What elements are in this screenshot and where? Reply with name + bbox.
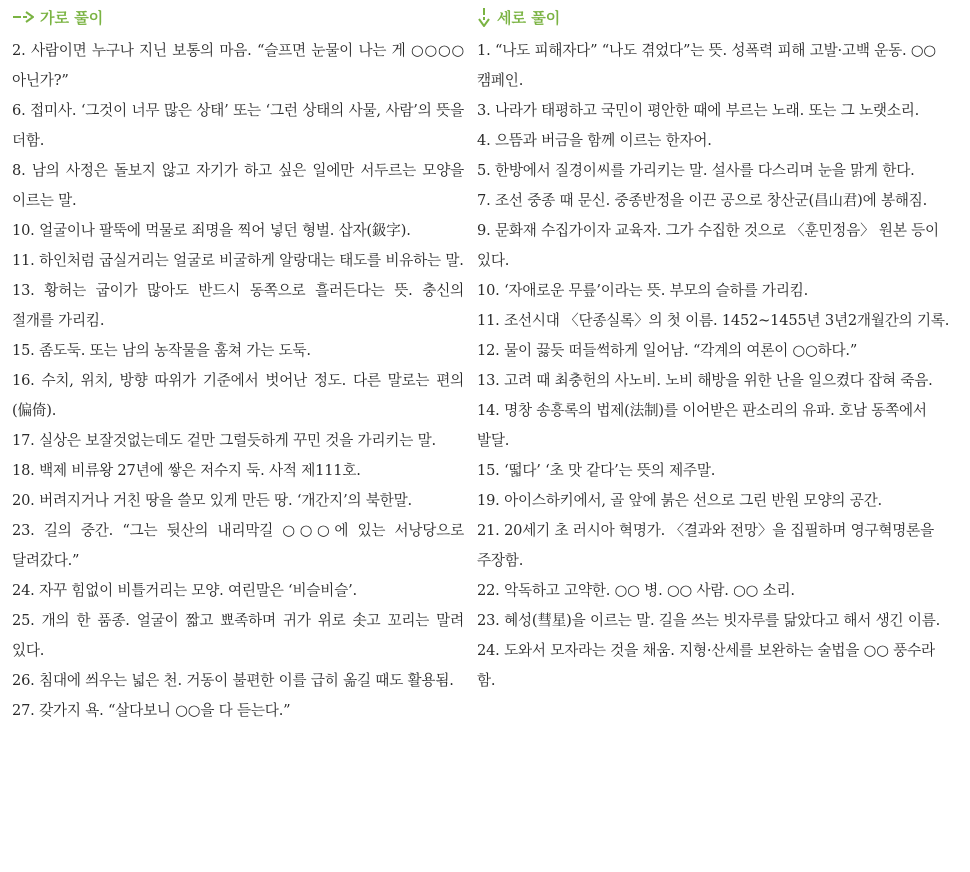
- clue-number: 2.: [12, 42, 26, 59]
- clue-number: 23.: [477, 612, 500, 629]
- clue-text: 물이 끓듯 떠들썩하게 일어남. “각계의 여론이 ○○하다.”: [504, 342, 858, 359]
- clue-number: 1.: [477, 42, 491, 59]
- across-clues-column: [12, 0, 464, 726]
- down-clue: [477, 186, 957, 216]
- clue-text: 침대에 씌우는 넓은 천. 거동이 불편한 이를 급히 옮길 때도 활용됨.: [39, 672, 454, 689]
- clue-text: 조선시대 〈단종실록〉의 첫 이름. 1452~1455년 3년2개월간의 기록.: [504, 312, 950, 329]
- clue-text: 황허는 굽이가 많아도 반드시 동쪽으로 흘러든다는 뜻. 충신의 절개를 가리킴.: [12, 282, 464, 329]
- clue-text: 개의 한 품종. 얼굴이 짧고 뾰족하며 귀가 위로 솟고 꼬리는 말려 있다.: [12, 612, 464, 659]
- clue-text: 나라가 태평하고 국민이 평안한 때에 부르는 노래. 또는 그 노랫소리.: [494, 102, 920, 119]
- clue-number: 23.: [12, 522, 35, 539]
- clue-number: 4.: [477, 132, 491, 149]
- clue-number: 27.: [12, 702, 35, 719]
- clue-number: 14.: [477, 402, 500, 419]
- across-clue: [12, 576, 464, 606]
- across-clue: [12, 426, 464, 456]
- clue-number: 9.: [477, 222, 491, 239]
- clue-number: 10.: [477, 282, 500, 299]
- clue-text: 얼굴이나 팔뚝에 먹물로 죄명을 찍어 넣던 형벌. 삽자(鈒字).: [39, 222, 411, 239]
- clue-number: 13.: [477, 372, 500, 389]
- across-clue-list: [12, 36, 464, 726]
- arrow-right-icon: [12, 10, 34, 24]
- clue-number: 3.: [477, 102, 491, 119]
- down-clue: [477, 606, 957, 636]
- clue-text: 사람이면 누구나 지닌 보통의 마음. “슬프면 눈물이 나는 게 ○○○○ 아닌가?”: [12, 42, 464, 89]
- clue-text: 20세기 초 러시아 혁명가. 〈결과와 전망〉을 집필하며 영구혁명론을 주장함.: [477, 522, 934, 569]
- clue-number: 24.: [12, 582, 35, 599]
- across-clue: [12, 516, 464, 576]
- down-clue: [477, 486, 957, 516]
- clue-number: 8.: [12, 162, 26, 179]
- down-clue: [477, 396, 957, 456]
- clue-number: 5.: [477, 162, 491, 179]
- clue-text: 고려 때 최충헌의 사노비. 노비 해방을 위한 난을 일으켰다 잡혀 죽음.: [504, 372, 933, 389]
- across-clue: [12, 246, 464, 276]
- down-clue: [477, 366, 957, 396]
- clue-number: 19.: [477, 492, 500, 509]
- across-clue: [12, 156, 464, 216]
- down-clue: [477, 306, 957, 336]
- clue-text: 버려지거나 거친 땅을 쓸모 있게 만든 땅. ‘개간지’의 북한말.: [39, 492, 412, 509]
- clue-text: 조선 중종 때 문신. 중종반정을 이끈 공으로 창산군(昌山君)에 봉해짐.: [494, 192, 928, 209]
- clue-number: 16.: [12, 372, 35, 389]
- down-title: 세로 풀이: [497, 8, 561, 27]
- clue-text: 실상은 보잘것없는데도 겉만 그럴듯하게 꾸민 것을 가리키는 말.: [39, 432, 436, 449]
- clue-number: 24.: [477, 642, 500, 659]
- across-clue: [12, 366, 464, 426]
- clue-text: 악독하고 고약한. ○○ 병. ○○ 사람. ○○ 소리.: [504, 582, 795, 599]
- clue-text: ‘떫다’ ‘초 맛 같다’는 뜻의 제주말.: [504, 462, 716, 479]
- clue-number: 11.: [477, 312, 500, 329]
- down-header: [477, 0, 957, 34]
- down-clue: [477, 456, 957, 486]
- clue-text: 아이스하키에서, 골 앞에 붉은 선으로 그린 반원 모양의 공간.: [504, 492, 882, 509]
- across-clue: [12, 96, 464, 156]
- clue-number: 18.: [12, 462, 35, 479]
- clue-text: 한방에서 질경이씨를 가리키는 말. 설사를 다스리며 눈을 맑게 한다.: [494, 162, 915, 179]
- clue-number: 15.: [477, 462, 500, 479]
- down-clues-column: [477, 0, 957, 696]
- across-clue: [12, 486, 464, 516]
- clue-number: 21.: [477, 522, 500, 539]
- across-clue: [12, 216, 464, 246]
- clue-number: 25.: [12, 612, 35, 629]
- down-clue: [477, 636, 957, 696]
- across-clue: [12, 696, 464, 726]
- clue-text: 백제 비류왕 27년에 쌓은 저수지 둑. 사적 제111호.: [39, 462, 361, 479]
- across-clue: [12, 456, 464, 486]
- clue-text: 으뜸과 버금을 함께 이르는 한자어.: [494, 132, 712, 149]
- across-clue: [12, 666, 464, 696]
- clue-number: 20.: [12, 492, 35, 509]
- clue-text: 명창 송흥록의 법제(法制)를 이어받은 판소리의 유파. 호남 동쪽에서 발달.: [477, 402, 927, 449]
- clue-text: 문화재 수집가이자 교육자. 그가 수집한 것으로 〈훈민정음〉 원본 등이 있다.: [477, 222, 939, 269]
- clue-number: 6.: [12, 102, 26, 119]
- clue-text: 남의 사정은 돌보지 않고 자기가 하고 싶은 일에만 서두르는 모양을 이르는 말.: [12, 162, 464, 209]
- down-clue: [477, 576, 957, 606]
- clue-number: 7.: [477, 192, 491, 209]
- clue-number: 10.: [12, 222, 35, 239]
- clue-text: 수치, 위치, 방향 따위가 기준에서 벗어난 정도. 다른 말로는 편의(偏倚).: [12, 372, 464, 419]
- down-clue: [477, 516, 957, 576]
- clue-number: 22.: [477, 582, 500, 599]
- clue-number: 12.: [477, 342, 500, 359]
- across-clue: [12, 276, 464, 336]
- down-clue: [477, 96, 957, 126]
- clue-text: 좀도둑. 또는 남의 농작물을 훔쳐 가는 도둑.: [39, 342, 311, 359]
- down-clue: [477, 126, 957, 156]
- clue-number: 26.: [12, 672, 35, 689]
- clue-number: 11.: [12, 252, 35, 269]
- across-clue: [12, 36, 464, 96]
- across-clue: [12, 336, 464, 366]
- across-header: [12, 0, 464, 34]
- arrow-down-icon: [477, 7, 491, 27]
- down-clue: [477, 276, 957, 306]
- down-clue: [477, 156, 957, 186]
- across-title: 가로 풀이: [40, 8, 104, 27]
- down-clue-list: [477, 36, 957, 696]
- clue-text: “나도 피해자다” “나도 겪었다”는 뜻. 성폭력 피해 고발·고백 운동. ○○ 캠페인.: [477, 42, 936, 89]
- clue-text: 혜성(彗星)을 이르는 말. 길을 쓰는 빗자루를 닮았다고 해서 생긴 이름.: [504, 612, 941, 629]
- clue-text: 도와서 모자라는 것을 채움. 지형·산세를 보완하는 술법을 ○○ 풍수라 함.: [477, 642, 935, 689]
- clue-text: 길의 중간. “그는 뒷산의 내리막길 ○○○에 있는 서낭당으로 달려갔다.”: [12, 522, 464, 569]
- down-clue: [477, 36, 957, 96]
- clue-number: 15.: [12, 342, 35, 359]
- clue-number: 17.: [12, 432, 35, 449]
- down-clue: [477, 336, 957, 366]
- clue-text: 갖가지 욕. “살다보니 ○○을 다 듣는다.”: [39, 702, 291, 719]
- clue-text: 하인처럼 굽실거리는 얼굴로 비굴하게 알랑대는 태도를 비유하는 말.: [39, 252, 464, 269]
- clue-number: 13.: [12, 282, 35, 299]
- clue-text: 접미사. ‘그것이 너무 많은 상태’ 또는 ‘그런 상태의 사물, 사람’의 뜻을 더함.: [12, 102, 464, 149]
- across-clue: [12, 606, 464, 666]
- down-clue: [477, 216, 957, 276]
- clue-text: ‘자애로운 무릎’이라는 뜻. 부모의 슬하를 가리킴.: [504, 282, 809, 299]
- clue-text: 자꾸 힘없이 비틀거리는 모양. 여린말은 ‘비슬비슬’.: [39, 582, 357, 599]
